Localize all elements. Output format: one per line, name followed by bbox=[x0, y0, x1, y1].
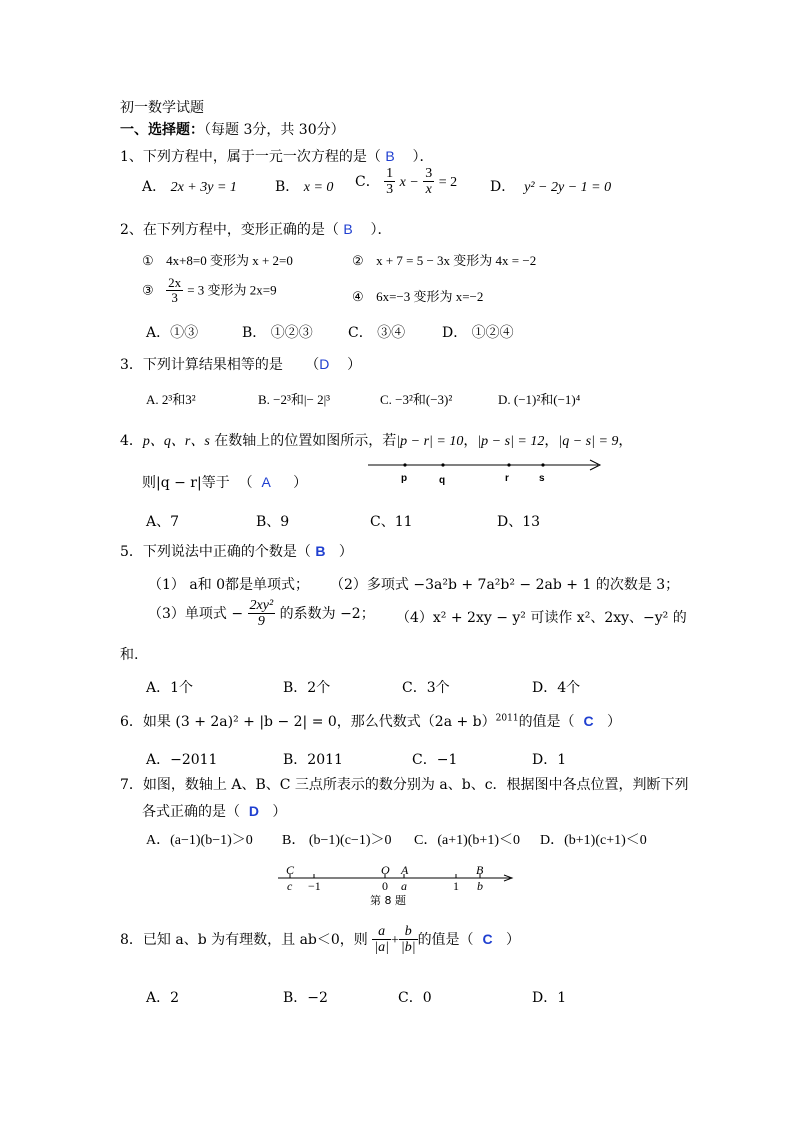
q2-item-3-tail: = 3 变形为 2x=9 bbox=[187, 282, 277, 298]
section-note: （每题 3分，共 30分） bbox=[204, 122, 345, 138]
q5-option-d: D．4个 bbox=[532, 680, 581, 696]
q8-option-d: D．1 bbox=[532, 990, 567, 1006]
q6-answer: C bbox=[583, 713, 594, 729]
q2-item-3-den: 3 bbox=[171, 290, 178, 306]
q7-option-d: D．(b+1)(c+1)＜0 bbox=[540, 833, 647, 848]
q7-label-c: c bbox=[287, 879, 293, 893]
q5-number: 5． bbox=[120, 544, 143, 560]
q2-item-2-text: x + 7 = 5 − 3x 变形为 4x = −2 bbox=[376, 253, 537, 268]
q7-option-c: C．(a+1)(b+1)＜0 bbox=[414, 833, 520, 848]
q1-close: ）． bbox=[412, 149, 434, 165]
q8-number: 8． bbox=[120, 931, 143, 948]
q7-option-a: A．(a−1)(b−1)＞0 bbox=[146, 833, 253, 848]
q8-option-a: A．2 bbox=[146, 990, 180, 1006]
q1-option-d bbox=[490, 176, 611, 196]
q4-option-b: B、9 bbox=[256, 514, 290, 530]
q1-option-d-math: y² − 2y − 1 = 0 bbox=[524, 180, 612, 195]
q8-frac-1-den: |a| bbox=[374, 940, 389, 956]
q7-stem bbox=[120, 774, 689, 794]
q7-label-a: a bbox=[401, 879, 407, 893]
q2-item-1 bbox=[142, 250, 293, 269]
q7-label-C: C bbox=[286, 863, 295, 877]
q1-c-frac1-num: 1 bbox=[386, 166, 394, 181]
q5-option-c: C．3个 bbox=[402, 680, 450, 696]
q8-frac-2 bbox=[399, 924, 418, 956]
q1-option-b-math: x = 0 bbox=[303, 180, 334, 195]
q7-figure-caption: 第 8 题 bbox=[370, 894, 406, 907]
q5-close: ） bbox=[338, 544, 353, 560]
q5-text: 下列说法中正确的个数是（ bbox=[142, 544, 311, 560]
q7-label-neg1: −1 bbox=[308, 879, 321, 893]
q5-s3-post: 的系数为 −2； bbox=[279, 605, 375, 622]
section-heading bbox=[120, 119, 345, 139]
q6-text: 如果 (3 + 2a)² + |b − 2| = 0，那么代数式（2a + b） bbox=[142, 714, 496, 730]
q1-option-a-label: A． bbox=[142, 179, 167, 195]
q2-item-1-mark: ① bbox=[142, 254, 154, 269]
q2-item-1-text: 4x+8=0 变形为 x + 2=0 bbox=[166, 253, 293, 268]
q1-c-frac1-den: 3 bbox=[386, 182, 394, 198]
q8-plus: + bbox=[390, 932, 399, 948]
q7-label-1: 1 bbox=[453, 879, 459, 893]
q4-label-p: p bbox=[401, 473, 408, 484]
q6-text-2: 的值是（ bbox=[518, 714, 575, 730]
q1-c-end: = 2 bbox=[438, 174, 458, 190]
q1-option-b bbox=[275, 176, 333, 196]
q5-statement-1: （1） a和 0都是单项式； bbox=[148, 577, 310, 593]
q3-option-a: A. 2³和3² bbox=[146, 392, 196, 407]
q4-sep-2: ， bbox=[544, 433, 559, 449]
q2-item-3-num: 2x bbox=[168, 275, 182, 290]
q2-item-2 bbox=[352, 250, 536, 269]
q1-c-frac2-num: 3 bbox=[425, 166, 433, 181]
q4-point-q bbox=[441, 463, 444, 466]
q8-stem bbox=[120, 924, 520, 956]
q3-option-c: C. −3²和(−3)² bbox=[380, 392, 453, 407]
q4-cond-2: |p − s| = 12 bbox=[477, 434, 545, 449]
q8-text: 已知 a、b 为有理数，且 ab＜0，则 bbox=[142, 931, 368, 948]
q2-item-2-mark: ② bbox=[352, 254, 364, 269]
q2-option-b: B． ①②③ bbox=[242, 325, 313, 341]
q2-close: ）． bbox=[370, 222, 392, 238]
q1-number: 1、 bbox=[120, 149, 143, 165]
q1-c-frac2-den: x bbox=[425, 182, 432, 198]
q2-item-4-text: 6x=−3 变形为 x=−2 bbox=[376, 289, 484, 304]
q5-stem bbox=[120, 541, 353, 561]
q4-point-r bbox=[507, 463, 510, 466]
q5-s3-num: 2xy² bbox=[249, 598, 274, 613]
q5-answer: B bbox=[315, 543, 326, 559]
q1-c-mid: x − bbox=[399, 174, 419, 190]
q4-cond-1: |p − r| = 10 bbox=[396, 434, 464, 449]
q2-item-4-mark: ④ bbox=[352, 290, 364, 305]
q5-statement-4: （4）x² + 2xy − y² 可读作 x²、2xy、−y² 的 bbox=[396, 610, 687, 626]
q8-answer: C bbox=[482, 930, 493, 947]
q8-frac-2-num: b bbox=[399, 924, 418, 940]
q7-number: 7． bbox=[120, 777, 143, 793]
q6-option-a: A．−2011 bbox=[146, 752, 218, 768]
q6-option-b: B．2011 bbox=[283, 752, 343, 768]
q7-close: ） bbox=[272, 804, 287, 820]
page-title: 初一数学试题 bbox=[120, 100, 204, 116]
q4-option-c: C、11 bbox=[370, 514, 413, 530]
q4-stem bbox=[120, 430, 632, 450]
q4-cond-3: |q − s| = 9 bbox=[558, 434, 619, 449]
q8-frac-1 bbox=[372, 924, 391, 956]
q3-option-b: B. −2³和|− 2|³ bbox=[258, 392, 331, 407]
q4-close: ） bbox=[293, 475, 308, 491]
q3-option-d: D. (−1)²和(−1)⁴ bbox=[498, 392, 581, 407]
q2-item-3-mark: ③ bbox=[142, 283, 154, 299]
q5-s3-den: 9 bbox=[257, 614, 265, 630]
q5-statement-3 bbox=[148, 598, 375, 630]
q7-label-b: b bbox=[477, 879, 483, 893]
q4-point-p bbox=[403, 463, 406, 466]
q7-option-b: B． (b−1)(c−1)＞0 bbox=[282, 833, 392, 848]
q7-text: 如图，数轴上 A、B、C 三点所表示的数分别为 a、b、c．根据图中各点位置，判断下列 bbox=[142, 777, 689, 793]
q4-line2-text: 则|q − r|等于 bbox=[142, 475, 230, 491]
q5-s3-pre: （3）单项式 − bbox=[148, 605, 244, 622]
q7-label-B: B bbox=[476, 863, 484, 877]
q2-item-4 bbox=[352, 286, 483, 305]
q1-c-frac1 bbox=[384, 166, 395, 198]
q2-stem bbox=[120, 219, 392, 239]
q5-s3-frac bbox=[248, 598, 276, 630]
q4-label-q: q bbox=[439, 475, 446, 486]
q4-label-r: r bbox=[505, 473, 509, 484]
q8-option-c: C．0 bbox=[398, 990, 432, 1006]
q2-option-c: C． ③④ bbox=[348, 325, 406, 341]
q5-option-a: A．1个 bbox=[146, 680, 194, 696]
q4-sep-1: ， bbox=[463, 433, 478, 449]
q8-frac-1-num: a bbox=[372, 924, 391, 940]
q3-close: ） bbox=[347, 357, 362, 373]
q4-sep-3: ， bbox=[618, 433, 633, 449]
q1-option-d-label: D． bbox=[490, 179, 516, 195]
q6-option-d: D．1 bbox=[532, 752, 567, 768]
q2-text: 在下列方程中，变形正确的是（ bbox=[142, 222, 339, 238]
q4-point-s bbox=[541, 463, 544, 466]
q1-option-c bbox=[355, 166, 457, 198]
q5-statement-2: （2）多项式 −3a²b + 7a²b² − 2ab + 1 的次数是 3； bbox=[330, 577, 680, 593]
q4-option-d: D、13 bbox=[497, 514, 541, 530]
q4-answer: A bbox=[261, 474, 271, 490]
section-heading-text: 一、选择题： bbox=[120, 122, 204, 138]
q4-vars: p、q、r、s bbox=[142, 434, 210, 449]
q7-label-A: A bbox=[401, 863, 409, 877]
q7-label-O: O bbox=[381, 863, 390, 877]
q8-close: ） bbox=[505, 931, 520, 948]
q7-line2-text: 各式正确的是（ bbox=[142, 804, 240, 820]
q3-stem bbox=[120, 354, 361, 374]
q5-statement-4-cont: 和. bbox=[120, 647, 139, 663]
q3-number: 3． bbox=[120, 357, 143, 373]
q1-option-c-label: C． bbox=[355, 173, 380, 190]
q4-label-s: s bbox=[539, 473, 545, 484]
q6-stem bbox=[120, 711, 621, 731]
q2-item-3 bbox=[142, 276, 277, 306]
q2-number: 2、 bbox=[120, 222, 143, 238]
q4-text: 在数轴上的位置如图所示，若 bbox=[214, 433, 397, 449]
q3-text: 下列计算结果相等的是 bbox=[142, 357, 283, 373]
q7-line2 bbox=[142, 801, 286, 821]
q4-open: （ bbox=[238, 475, 253, 491]
q2-option-a: A．①③ bbox=[146, 325, 199, 341]
q2-option-d: D． ①②④ bbox=[442, 325, 514, 341]
q1-option-a bbox=[142, 176, 237, 196]
q4-line2 bbox=[142, 472, 307, 492]
q8-option-b: B．−2 bbox=[283, 990, 328, 1006]
q4-number: 4． bbox=[120, 433, 143, 449]
q1-c-frac2 bbox=[423, 166, 434, 198]
q7-label-0: 0 bbox=[382, 879, 388, 893]
q7-answer: D bbox=[248, 803, 260, 819]
q1-option-a-math: 2x + 3y = 1 bbox=[170, 180, 237, 195]
q4-number-line bbox=[365, 455, 605, 487]
q7-number-line bbox=[274, 862, 520, 908]
q3-answer: D bbox=[319, 356, 330, 372]
q8-text-2: 的值是（ bbox=[417, 931, 474, 948]
q6-option-c: C．−1 bbox=[412, 752, 458, 768]
q2-answer: B bbox=[343, 221, 353, 237]
q6-number: 6． bbox=[120, 714, 143, 730]
q1-answer: B bbox=[385, 148, 395, 164]
q4-option-a: A、7 bbox=[146, 514, 180, 530]
q1-stem bbox=[120, 146, 434, 166]
q2-item-3-frac bbox=[166, 276, 183, 306]
q5-option-b: B．2个 bbox=[283, 680, 331, 696]
q8-frac-2-den: |b| bbox=[400, 940, 416, 956]
q6-close: ） bbox=[606, 714, 621, 730]
q6-exponent: 2011 bbox=[495, 713, 519, 724]
q1-option-b-label: B． bbox=[275, 179, 300, 195]
q3-open: （ bbox=[305, 357, 320, 373]
q1-text: 下列方程中，属于一元一次方程的是（ bbox=[142, 149, 381, 165]
